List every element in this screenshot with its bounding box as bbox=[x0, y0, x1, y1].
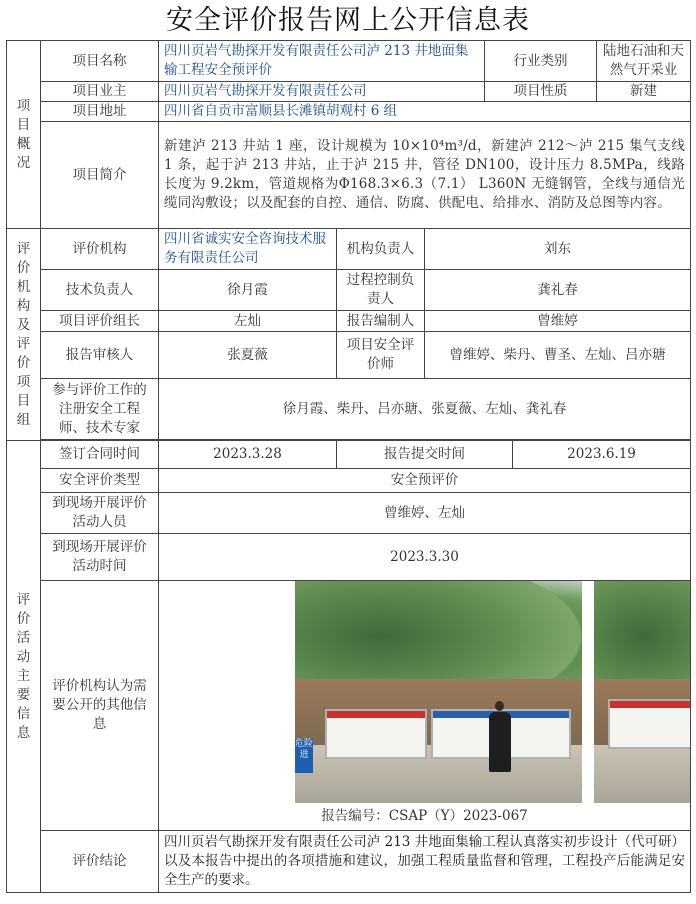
project-address-label: 项目地址 bbox=[41, 102, 159, 122]
safety-evaluator-value: 曾维婷、柴丹、曹圣、左灿、吕亦瑭 bbox=[425, 332, 691, 379]
person-head bbox=[495, 701, 504, 711]
onsite-people-label: 到现场开展评价活动人员 bbox=[41, 493, 159, 534]
team-leader-label: 项目评价组长 bbox=[41, 311, 159, 332]
tech-lead-label: 技术负责人 bbox=[41, 270, 159, 311]
project-nature-value: 新建 bbox=[597, 82, 691, 102]
org-value: 四川省诚实安全咨询技术服务有限责任公司 bbox=[159, 229, 337, 270]
other-info-cell bbox=[159, 581, 691, 831]
report-author-value: 曾维婷 bbox=[425, 311, 691, 332]
org-label: 评价机构 bbox=[41, 229, 159, 270]
section-activity: 评价活动主要信息 bbox=[7, 441, 41, 893]
site-photo-2 bbox=[594, 581, 691, 803]
project-name-value: 四川页岩气勘探开发有限责任公司泸 213 井地面集输工程安全预评价 bbox=[159, 41, 485, 82]
org-head-value: 刘东 bbox=[425, 229, 691, 270]
disclosure-table bbox=[6, 40, 691, 893]
contract-date-label: 签订合同时间 bbox=[41, 441, 159, 469]
person bbox=[489, 712, 511, 772]
evaluation-type-value: 安全预评价 bbox=[159, 469, 691, 493]
conclusion-value: 四川页岩气勘探开发有限责任公司泸 213 井地面集输工程认真落实初步设计（代可研）以及本报告中提出的各项措施和建议，加强工程质量监督和管理，工程投产后能满足安全生产的要求。 bbox=[159, 831, 691, 893]
project-intro-value: 新建泸 213 井站 1 座，设计规模为 10×10⁴m³/d，新建泸 212～泸 215 集气支线 1 条，起于泸 213 井站，止于泸 215 井，管径 DN100，设计压力 8.5MPa，线路长度为 9.2km，管道规格为Φ168.3×6.3（7.1） L360N 无缝钢管，全线与通信光缆同沟敷设；以及配套的自控、通信、防腐、供配电、给排水、消防及总图等内容。 bbox=[159, 122, 691, 229]
project-owner-label: 项目业主 bbox=[41, 82, 159, 102]
warning-sign: 危险 进 bbox=[295, 739, 313, 773]
submit-date-label: 报告提交时间 bbox=[337, 441, 513, 469]
project-address-value: 四川省自贡市富顺县长滩镇胡观村 6 组 bbox=[159, 102, 691, 122]
project-owner-value: 四川页岩气勘探开发有限责任公司 bbox=[159, 82, 485, 102]
tech-lead-value: 徐月霞 bbox=[159, 270, 337, 311]
submit-date-value: 2023.6.19 bbox=[513, 441, 691, 469]
process-control-label: 过程控制负责人 bbox=[337, 270, 425, 311]
section-institution: 评价机构及评价项目组 bbox=[7, 229, 41, 441]
team-leader-value: 左灿 bbox=[159, 311, 337, 332]
report-reviewer-value: 张夏薇 bbox=[159, 332, 337, 379]
other-info-label: 评价机构认为需要公开的其他信息 bbox=[41, 581, 159, 831]
evaluation-type-label: 安全评价类型 bbox=[41, 469, 159, 493]
section-overview: 项目概况 bbox=[7, 41, 41, 229]
industry-label: 行业类别 bbox=[485, 41, 597, 82]
experts-value: 徐月霞、柴丹、吕亦瑭、张夏薇、左灿、龚礼春 bbox=[159, 379, 691, 440]
info-board bbox=[608, 699, 691, 749]
process-control-value: 龚礼春 bbox=[425, 270, 691, 311]
report-number: 报告编号：CSAP（Y）2023-067 bbox=[321, 808, 528, 824]
onsite-time-label: 到现场开展评价活动时间 bbox=[41, 534, 159, 581]
info-board bbox=[325, 709, 427, 759]
contract-date-value: 2023.3.28 bbox=[159, 441, 337, 469]
project-intro-label: 项目简介 bbox=[41, 122, 159, 229]
experts-label: 参与评价工作的注册安全工程师、技术专家 bbox=[41, 379, 159, 440]
site-photos bbox=[159, 581, 690, 830]
safety-evaluator-label: 项目安全评价师 bbox=[337, 332, 425, 379]
project-nature-label: 项目性质 bbox=[485, 82, 597, 102]
report-reviewer-label: 报告审核人 bbox=[41, 332, 159, 379]
site-photo-1 bbox=[295, 581, 582, 803]
industry-value: 陆地石油和天然气开采业 bbox=[597, 41, 691, 82]
report-author-label: 报告编制人 bbox=[337, 311, 425, 332]
conclusion-label: 评价结论 bbox=[41, 831, 159, 893]
project-name-label: 项目名称 bbox=[41, 41, 159, 82]
onsite-people-value: 曾维婷、左灿 bbox=[159, 493, 691, 534]
page-title: 安全评价报告网上公开信息表 bbox=[166, 5, 530, 36]
person bbox=[690, 711, 691, 777]
onsite-time-value: 2023.3.30 bbox=[159, 534, 691, 581]
org-head-label: 机构负责人 bbox=[337, 229, 425, 270]
